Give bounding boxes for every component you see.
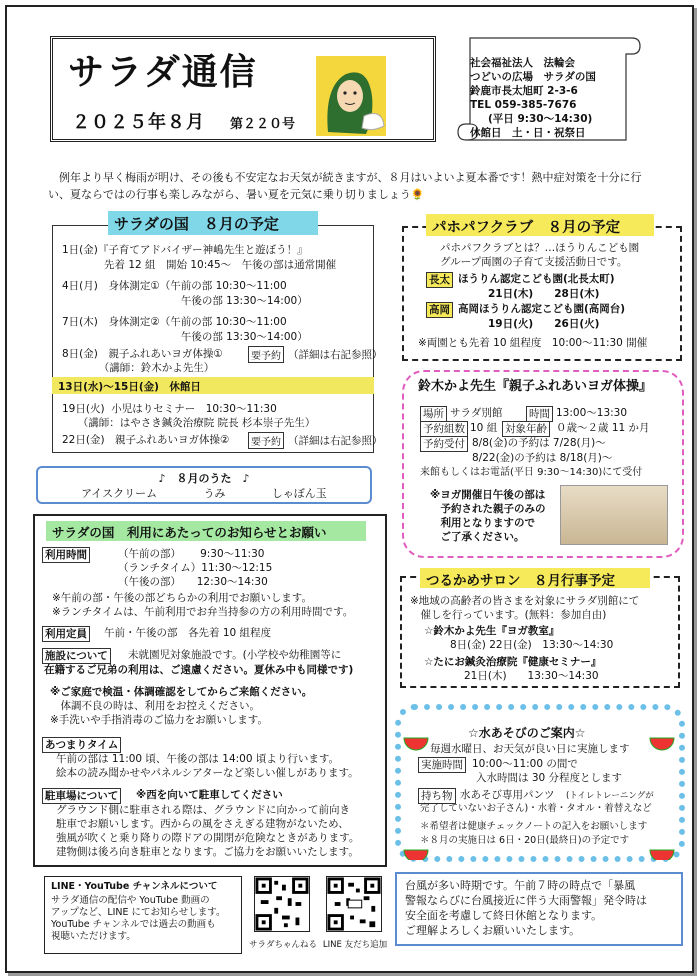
parking-text: 建物側は後ろ向き駐車となります。ご協力をお願いいたします。 [56,846,359,858]
event-line: （講師：鈴木かよ先生） [62,362,215,374]
tsuru-event-date: 21日(木) 13:30～14:30 [464,670,599,682]
health-note: 体調不良の時は、利用をお控えください。 [50,700,260,712]
line-text: アップなど、LINE にてお知らせします。 [51,907,226,918]
reserve-line: 8/8(金)の予約は 7/28(月)～ [472,437,606,449]
water-note: ＊８月の実施日は 6日・20日(最終日)の予定です [420,835,630,846]
hours-label: 利用時間 [42,547,90,563]
gather-text: 絵本の読み聞かせやパネルシアターなど楽しい催しがあります。 [56,767,359,779]
paku-desc: グループ両園の子育て支援活動日です。 [440,256,628,268]
gather-text: 午前の部は 11:00 頃、午後の部は 14:00 頃より行います。 [56,753,340,765]
typhoon-line: 台風が多い時期です。午前７時の時点で「暴風 [405,879,636,892]
takaoka-tag: 高岡 [426,302,453,318]
health-note: ※手洗いや手指消毒のご協力をお願いします。 [50,714,268,726]
water-items-label: 持ち物 [418,788,456,804]
yoga-note: ※ヨガ開催日午後の部は [430,489,546,501]
hours-line: （午前の部） 9:30～11:30 [118,548,265,560]
typhoon-line: 安全面を考慮して終日休館となります。 [405,909,603,922]
water-time2: 入水時間は 30 分程度とします [476,772,623,784]
water-line: 毎週水曜日、お天気が良い日に実施します [430,743,630,755]
paku-club-heading: パホパフクラブ ８月の予定 [426,214,654,236]
line-text: YouTube チャンネルでは過去の動画も [51,919,216,930]
org-line: 鈴鹿市長太旭町 2-3-6 [470,85,578,97]
num-label: 予約組数 [420,421,468,437]
song-item: アイスクリーム [81,487,158,500]
yoga-photo [560,485,668,545]
typhoon-notice [395,872,683,946]
issue-date: ２０２５年８月 [72,112,205,133]
event-line: （講師：はやさき鍼灸治療院 院長 杉本崇子先生） [62,417,316,429]
event-line: 1日(金)『子育てアドバイザー神嶋先生と遊ぼう！』 [62,244,308,256]
typhoon-line: ご理解よろしくお願いいたします。 [405,924,581,937]
num-value: 10 組 [470,422,498,434]
event-line: 22日(金) 親子ふれあいヨガ体操② [62,434,230,446]
facility-text: 未就園児対象施設です。(小学校や幼稚園等に [128,649,342,661]
water-heading: ☆水あそびのご案内☆ [468,726,586,740]
song-item: うみ [203,487,226,500]
organization-info [470,56,596,140]
hours-note: ※ランチタイムは、午前利用でお弁当持参の方の利用時間です。 [52,606,354,618]
place-label: 場所 [420,406,447,422]
org-line: (平日 9:30～14:30) [488,113,593,125]
facility-text: 在籍するご兄弟の利用は、ご遠慮ください。夏休み中も同様です) [44,664,354,676]
paku-note: ※両園とも先着 10 組程度 10:00～11:30 開催 [418,337,648,349]
closed-days: 13日(水)～15日(金) 休館日 [52,377,374,394]
intro-paragraph: 例年より早く梅雨が明け、その後も不安定なお天気が続きますが、８月はいよいよ夏本番です！熱中症対策を十分に行い、夏ならではの行事も楽しみながら、暑い夏を元気に乗り切りましょう🌻 [48,171,642,201]
typhoon-line: 警報ならびに台風接近に伴う大雨警報」発令時は [405,894,647,907]
event-line: 午後の部 13:30～14:00） [62,331,308,343]
event-line: 19日(火) 小児はりセミナー 10:30～11:30 [62,403,277,415]
issue-number: 第２２０号 [230,117,296,132]
target-label: 対象年齢 [502,421,550,437]
song-title: ♪ ８月のうた ♪ [158,472,250,485]
hours-line: （午後の部） 12:30～14:30 [118,576,268,588]
paku-desc: パホパフクラブとは？…ほうりんこども園 [440,242,640,254]
parking-label: 駐車場について [42,788,121,804]
capacity-label: 利用定員 [42,626,90,642]
parking-text: 強風が吹くと乗り降りの際ドアの開閉が危険なときがあります。 [56,832,360,844]
tag-note: （詳細は右記参照） [288,349,383,361]
org-line: TEL 059-385-7676 [470,99,577,111]
place-value: サラダ別館 [450,407,503,419]
youtube-qr-code[interactable] [254,876,310,932]
tsuru-event-date: 8日(金) 22日(金) 13:30～14:30 [450,639,614,651]
org-line: 休館日 土・日・祝祭日 [470,127,586,139]
schedule-heading: サラダの国 ８月の予定 [108,211,318,235]
event-line: 7日(木) 身体測定②（午前の部 10:30～11:00 [62,316,287,328]
parking-heading: ※西を向いて駐車してください [136,789,283,801]
gather-label: あつまりタイム [42,737,121,753]
tsuru-event: ☆たにお鍼灸治療院『健康セミナー』 [424,656,602,668]
line-heading: LINE・YouTube チャンネルについて [51,881,218,892]
capacity-text: 午前・午後の部 各先着 10 組程度 [104,627,272,639]
reserve-label: 予約受付 [420,436,468,452]
time-label: 時間 [526,406,553,422]
water-items: 水あそび専用パンツ [460,789,555,801]
tag-note: （詳細は右記参照） [288,435,383,447]
water-time-label: 実施時間 [418,757,466,773]
event-line: 午後の部 13:30～14:00） [62,295,308,307]
yoga-note: 利用となりますので [430,517,535,529]
usage-heading: サラダの国 利用にあたってのお知らせとお願い [46,521,366,541]
tsurukame-heading: つるかめサロン ８月行事予定 [420,568,650,588]
target-value: ０歳～２歳 11 か月 [556,422,650,434]
reservation-tag: 要予約 [248,346,284,363]
nagata-school: ほうりん認定こども園(北長太町) [458,273,615,285]
yoga-note: ご了承ください。 [430,531,525,543]
event-line: 先着 12 組 開始 10:45～ 午後の部は通常開催 [62,259,337,271]
nagata-tag: 長太 [426,272,453,288]
reserve-line: 8/22(金)の予約は 8/18(月)～ [472,452,613,464]
tsuru-desc: ※地域の高齢者の皆さまを対象にサラダ別館にて [410,595,640,607]
water-note: ＊希望者は健康チェックノートの記入をお願いします [420,821,648,832]
monthly-song-box [36,466,372,504]
mascot-illustration [316,56,386,136]
line-qr-caption: LINE 友だち追加 [322,940,388,950]
water-time: 10:00～11:00 の間で [472,758,578,770]
reservation-tag: 要予約 [248,432,284,449]
yoga-heading: 鈴木かよ先生『親子ふれあいヨガ体操』 [418,379,653,394]
facility-label: 施設について [42,648,111,664]
org-line: 社会福祉法人 法輪会 [470,57,575,69]
event-line: 8日(金) 親子ふれあいヨガ体操① [62,348,223,360]
parking-text: 駐車でお願いします。西からの風をさえぎる建物がないため、 [56,818,349,830]
water-items-small: (トイレトレーニングが [566,791,654,801]
takaoka-dates: 19日(火) 26日(火) [488,318,600,330]
water-items2: 完了していないお子さん)・水着・タオル・着替えなど [420,803,652,814]
health-note: ※ご家庭で検温・体調確認をしてからご来館ください。 [50,686,313,698]
nagata-dates: 21日(木) 28日(木) [488,288,600,300]
line-qr-code[interactable] [326,876,382,932]
line-youtube-box [44,876,242,954]
line-text: 視聴いただけます。 [51,931,136,942]
yoga-note: 予約された親子のみの [430,503,546,515]
reserve-how: 来館もしくはお電話(平日 9:30～14:30)にて受付 [420,467,643,478]
tsuru-desc: 催しを行っています。(無料：参加自由) [410,609,607,621]
event-line: 4日(月) 身体測定①（午前の部 10:30～11:00 [62,280,287,292]
time-value: 13:00～13:30 [556,407,628,419]
takaoka-school: 高岡ほうりん認定こども園(高岡台) [458,303,626,315]
hours-note: ※午前の部・午後の部どちらかの利用でお願いします。 [52,592,312,604]
tsuru-event: ☆鈴木かよ先生『ヨガ教室』 [424,625,560,637]
hours-line: （ランチタイム）11:30～12:15 [118,562,273,574]
song-item: しゃぼん玉 [271,487,327,500]
newsletter-title: サラダ通信 [68,52,258,93]
org-line: つどいの広場 サラダの国 [470,71,596,83]
line-text: サラダ通信の配信や YouTube 動画の [51,895,210,906]
parking-text: グラウンド側に駐車される際は、グラウンドに向かって前向き [56,804,350,816]
youtube-qr-caption: サラダちゃんねる [249,940,317,950]
